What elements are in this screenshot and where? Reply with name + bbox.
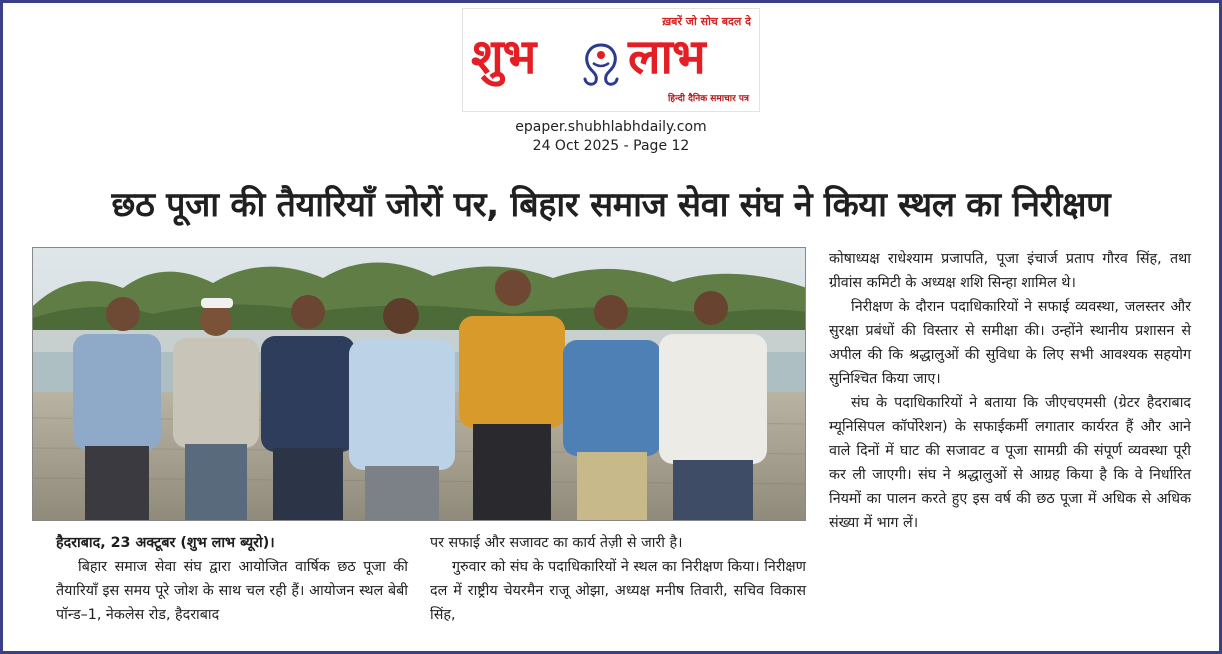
brand-name-right: लाभ (628, 29, 705, 85)
issue-date-page: 24 Oct 2025 - Page 12 (532, 138, 690, 154)
masthead-tagline: ख़बरें जो सोच बदल दे (662, 15, 751, 28)
masthead-subtag: हिन्दी दैनिक समाचार पत्र (667, 94, 749, 104)
article-column-1 (56, 531, 408, 627)
article-dateline: हैदराबाद, 23 अक्टूबर (शुभ लाभ ब्यूरो)। (56, 535, 275, 551)
article-paragraph: कोषाध्यक्ष राधेश्याम प्रजापति, पूजा इंचार्ज प्रताप गौरव सिंह, तथा ग्रीवांस कमिटी के अध्यक्ष शशि सिन्हा शामिल थे। (829, 251, 1191, 291)
article-column-3 (829, 247, 1191, 535)
article-paragraph: गुरुवार को संघ के पदाधिकारियों ने स्थल का निरीक्षण किया। निरीक्षण दल में राष्ट्रीय चेयरमैन राजू ओझा, अध्यक्ष मनीष तिवारी, सचिव विकास सिंह, (430, 559, 806, 623)
article-headline: छठ पूजा की तैयारियाँ जोरों पर, बिहार समाज सेवा संघ ने किया स्थल का निरीक्षण (111, 185, 1111, 225)
newspaper-masthead (462, 8, 760, 112)
article-column-2 (430, 531, 806, 627)
article-paragraph: निरीक्षण के दौरान पदाधिकारियों ने सफाई व्यवस्था, जलस्तर और सुरक्षा प्रबंधों की विस्तार से समीक्षा की। उन्होंने स्थानीय प्रशासन से अपील की कि श्रद्धालुओं की सुविधा के लिए सभी आवश्यक सहयोग सुनिश्चित किया जाए। (829, 299, 1191, 387)
article-paragraph: संघ के पदाधिकारियों ने बताया कि जीएचएमसी (ग्रेटर हैदराबाद म्यूनिसिपल कॉर्पोरेशन) के सफाईकर्मी लगातार कार्यरत हैं और आने वाले दिनों में घाट की सजावट व पूजा सामग्री की संपूर्ण व्यवस्था पूरी कर ली जाएगी। संघ ने श्रद्धालुओं से आग्रह किया है कि वे निर्धारित नियमों का पालन करते हुए इस वर्ष की छठ पूजा में अधिक से अधिक संख्या में भाग लें। (829, 395, 1191, 531)
group-photo (32, 247, 806, 521)
brand-name-left: शुभ (471, 29, 536, 85)
epaper-url: epaper.shubhlabhdaily.com (515, 119, 707, 135)
article-paragraph: बिहार समाज सेवा संघ द्वारा आयोजित वार्षिक छठ पूजा की तैयारियाँ इस समय पूरे जोश के साथ चल रही हैं। आयोजन स्थल बेबी पॉन्ड–1, नेकलेस रोड, हैदराबाद (56, 559, 408, 623)
ganesha-emblem-icon (576, 39, 626, 89)
article-paragraph: पर सफाई और सजावट का कार्य तेज़ी से जारी है। (430, 535, 683, 551)
